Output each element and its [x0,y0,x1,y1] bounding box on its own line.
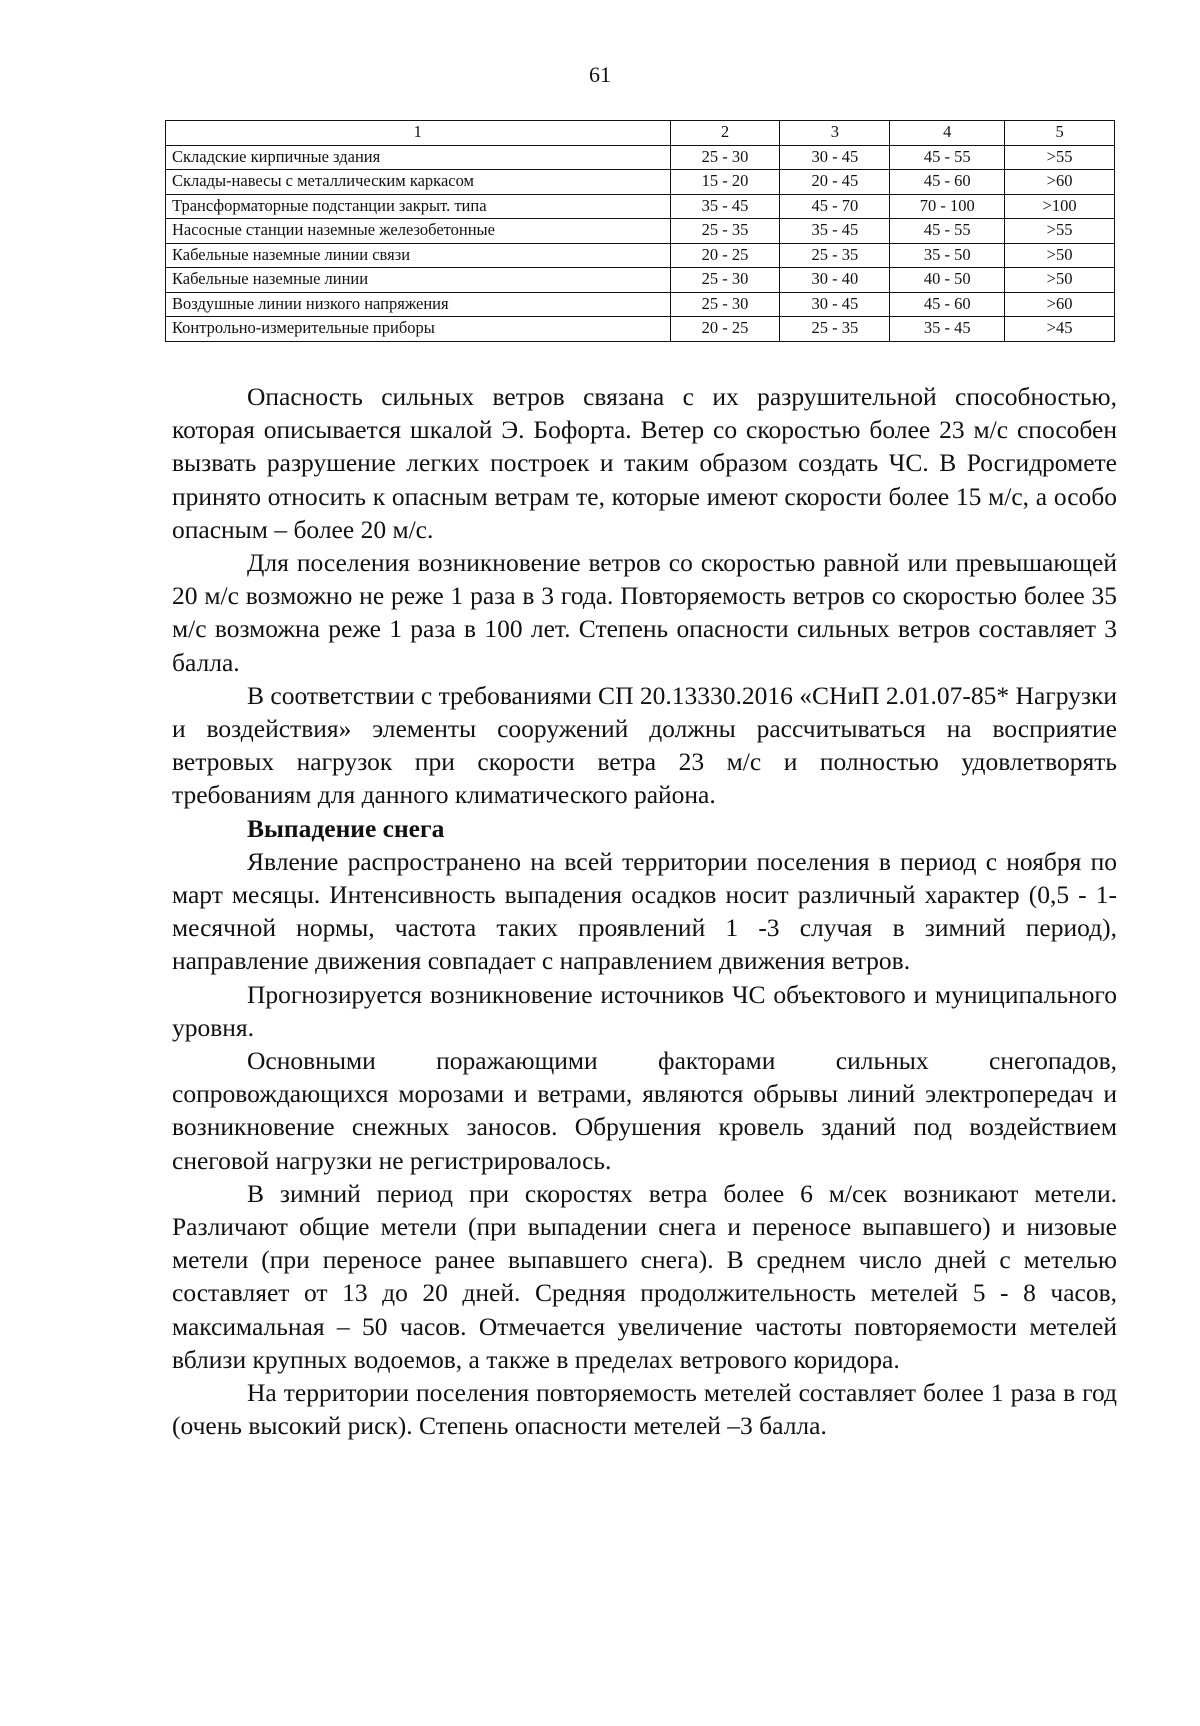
value-cell: 70 - 100 [890,194,1005,219]
value-cell: 25 - 30 [670,145,780,170]
value-cell: 20 - 45 [780,170,890,195]
value-cell: 45 - 60 [890,170,1005,195]
table-row [166,292,1115,317]
value-cell: 20 - 25 [670,317,780,342]
table-row [166,170,1115,195]
paragraph-blizzards: В зимний период при скоростях ветра более 6 м/сек возникают метели. Различают общие метели (при выпадении снега и переносе выпавшего) и низовые метели (при переносе ранее выпавшего снега). В среднем число дней с метелью составляет от 13 до 20 дней. Средняя продолжительность метелей 5 - 8 часов, максимальная – 50 часов. Отмечается увеличение частоты повторяемости метелей вблизи крупных водоемов, а также в пределах ветрового коридора. [172,1178,1117,1374]
table-row [166,219,1115,244]
table-header-row [166,121,1115,146]
value-cell: >55 [1005,145,1115,170]
value-cell: 25 - 30 [670,292,780,317]
paragraph-snow-occurrence: Явление распространено на всей территории поселения в период с ноября по март месяцы. Интенсивность выпадения осадков носит различный характер (0,5 - 1-месячной нормы, частота таких проявлений 1 -3 случая в зимний период), направление движения совпадает с направлением движения ветров. [172,846,1117,976]
paragraph-wind-regulations: В соответствии с требованиями СП 20.13330.2016 «СНиП 2.01.07-85* Нагрузки и воздействия» элементы сооружений должны рассчитываться на восприятие ветровых нагрузок при скорости ветра 23 м/с и полностью удовлетворять требованиям для данного климатического района. [172,680,1117,810]
value-cell: 25 - 35 [670,219,780,244]
value-cell: 25 - 35 [780,317,890,342]
paragraph-blizzard-risk: На территории поселения повторяемость метелей составляет более 1 раза в год (очень высокий риск). Степень опасности метелей –3 балла. [172,1378,1117,1441]
table-row [166,145,1115,170]
value-cell: 20 - 25 [670,243,780,268]
paragraph-snow-factors: Основными поражающими факторами сильных снегопадов, сопровождающихся морозами и ветрами, являются обрывы линий электропередач и возникновение снежных заносов. Обрушения кровель зданий под воздействием снеговой нагрузки не регистрировалось. [172,1046,1117,1175]
value-cell: >45 [1005,317,1115,342]
value-cell: 35 - 45 [670,194,780,219]
object-type-cell: Трансформаторные подстанции закрыт. типа [166,194,671,219]
value-cell: >60 [1005,292,1115,317]
value-cell: 30 - 40 [780,268,890,293]
table-row [166,243,1115,268]
value-cell: >50 [1005,243,1115,268]
paragraph-wind-danger: Опасность сильных ветров связана с их разрушительной способностью, которая описывается шкалой Э. Бофорта. Ветер со скоростью более 23 м/с способен вызвать разрушение легких построек и таким образом создать ЧС. В Росгидромете принято относить к опасным ветрам те, которые имеют скорости более 15 м/с, а особо опасным – более 20 м/с. [172,382,1117,544]
object-type-cell: Склады-навесы с металлическим каркасом [166,170,671,195]
wind-resistance-table [165,120,1115,342]
value-cell: >55 [1005,219,1115,244]
value-cell: 30 - 45 [780,145,890,170]
paragraph-snow-forecast: Прогнозируется возникновение источников ЧС объектового и муниципального уровня. [172,979,1117,1042]
value-cell: 45 - 60 [890,292,1005,317]
column-header: 3 [780,121,890,146]
value-cell: >50 [1005,268,1115,293]
value-cell: >100 [1005,194,1115,219]
section-heading-snow: Выпадение снега [247,813,445,843]
value-cell: 45 - 55 [890,145,1005,170]
object-type-cell: Воздушные линии низкого напряжения [166,292,671,317]
value-cell: 25 - 35 [780,243,890,268]
object-type-cell: Кабельные наземные линии связи [166,243,671,268]
object-type-cell: Насосные станции наземные железобетонные [166,219,671,244]
table-row [166,317,1115,342]
value-cell: 45 - 55 [890,219,1005,244]
paragraph-wind-frequency: Для поселения возникновение ветров со скоростью равной или превышающей 20 м/с возможно не реже 1 раза в 3 года. Повторяемость ветров со скоростью более 35 м/с возможна реже 1 раза в 100 лет. Степень опасности сильных ветров составляет 3 балла. [172,548,1117,677]
value-cell: 35 - 45 [780,219,890,244]
value-cell: 25 - 30 [670,268,780,293]
table-row [166,194,1115,219]
value-cell: 45 - 70 [780,194,890,219]
value-cell: >60 [1005,170,1115,195]
object-type-cell: Складские кирпичные здания [166,145,671,170]
column-header: 4 [890,121,1005,146]
document-body [172,380,1117,1443]
table-row [166,268,1115,293]
object-type-cell: Контрольно-измерительные приборы [166,317,671,342]
value-cell: 30 - 45 [780,292,890,317]
value-cell: 35 - 50 [890,243,1005,268]
object-type-cell: Кабельные наземные линии [166,268,671,293]
value-cell: 40 - 50 [890,268,1005,293]
column-header: 1 [166,121,671,146]
column-header: 2 [670,121,780,146]
page-number: 61 [589,62,611,87]
column-header: 5 [1005,121,1115,146]
value-cell: 15 - 20 [670,170,780,195]
value-cell: 35 - 45 [890,317,1005,342]
